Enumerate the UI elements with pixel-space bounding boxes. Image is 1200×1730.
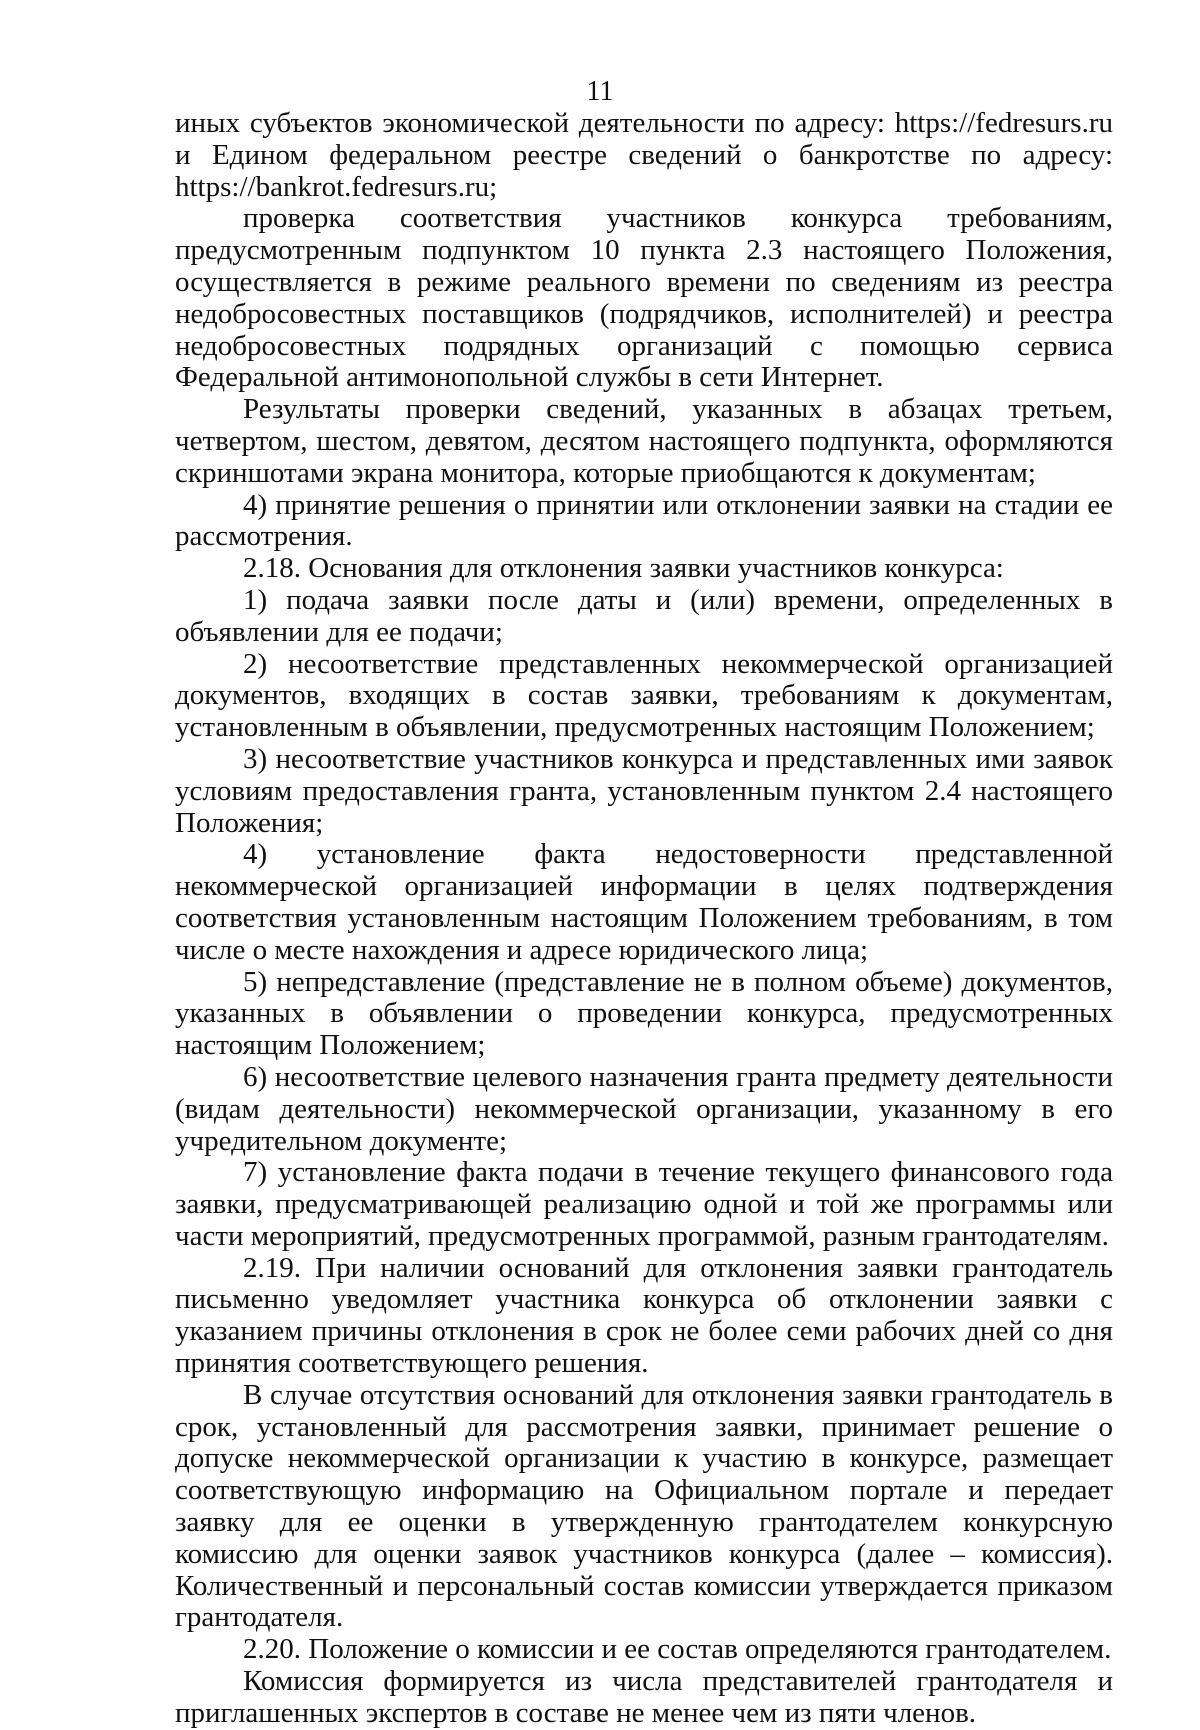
section-2-19: 2.19. При наличии оснований для отклонения заявки грантодатель письменно уведомляет участника конкурса об отклонении заявки с указанием причины отклонения в срок не более семи рабочих дней со дня принятия соответствующего решения. — [175, 1251, 1121, 1380]
section-2-20: 2.20. Положение о комиссии и ее состав определяются грантодателем. — [243, 1633, 1112, 1666]
rejection-reason-6: 6) несоответствие целевого назначения гранта предмету деятельности (видам деятельности) некоммерческой организации, указанному в его учредительном документе; — [175, 1060, 1121, 1157]
paragraph-fedresurs-addresses: иных субъектов экономической деятельности по адресу: https://fedresurs.ru и Едином федеральном реестре сведений о банкротстве по адресу: https://bankrot.fedresurs.ru; — [175, 107, 1121, 203]
rejection-reason-3: 3) несоответствие участников конкурса и представленных ими заявок условиям предоставления гранта, установленным пунктом 2.4 настоящего Положения; — [175, 742, 1121, 839]
paragraph-item-4-decision: 4) принятие решения о принятии или отклонении заявки на стадии ее рассмотрения. — [175, 488, 1121, 553]
rejection-reason-5: 5) непредставление (представление не в полном объеме) документов, указанных в объявлении о проведении конкурса, предусмотренных настоящим Положением; — [175, 965, 1121, 1062]
paragraph-admission-to-competition: В случае отсутствия оснований для отклонения заявки грантодатель в срок, установленный для рассмотрения заявки, принимает решение о допуске некоммерческой организации к участию в конкурсе, размещает соответствующую информацию на Официальном портале и передает заявку для ее оценки в утвержденную грантодателем конкурсную комиссию для оценки заявок участников конкурса (далее – комиссия). Количественный и персональный состав комиссии утверждается приказом грантодателя. — [175, 1378, 1121, 1634]
section-2-18-heading: 2.18. Основания для отклонения заявки участников конкурса: — [243, 552, 1004, 585]
rejection-reason-7: 7) установление факта подачи в течение текущего финансового года заявки, предусматривающей реализацию одной и той же программы или части мероприятий, предусмотренных программой, разным грантодателям. — [175, 1156, 1121, 1252]
paragraph-check-results-screenshots: Результаты проверки сведений, указанных в абзацах третьем, четвертом, шестом, девятом, десятом настоящего подпункта, оформляются скриншотами экрана монитора, которые приобщаются к документам; — [175, 393, 1121, 489]
rejection-reason-2: 2) несоответствие представленных некоммерческой организацией документов, входящих в состав заявки, требованиям к документам, установленным в объявлении, предусмотренных настоящим Положением; — [175, 647, 1121, 744]
rejection-reason-1: 1) подача заявки после даты и (или) времени, определенных в объявлении для ее подачи; — [175, 583, 1121, 648]
document-body — [175, 107, 1121, 1730]
rejection-reason-4: 4) установление факта недостоверности представленной некоммерческой организацией информации в целях подтверждения соответствия установленным настоящим Положением требованиям, в том числе о месте нахождения и адресе юридического лица; — [175, 838, 1121, 966]
page-number: 11 — [586, 76, 614, 107]
paragraph-unfair-suppliers-check: проверка соответствия участников конкурса требованиям, предусмотренным подпунктом 10 пункта 2.3 настоящего Положения, осуществляется в режиме реального времени по сведениям из реестра недобросовестных поставщиков (подрядчиков, исполнителей) и реестра недобросовестных подрядных организаций с помощью сервиса Федеральной антимонопольной службы в сети Интернет. — [175, 202, 1121, 394]
paragraph-commission-composition: Комиссия формируется из числа представителей грантодателя и приглашенных экспертов в составе не менее чем из пяти членов. — [175, 1665, 1121, 1729]
